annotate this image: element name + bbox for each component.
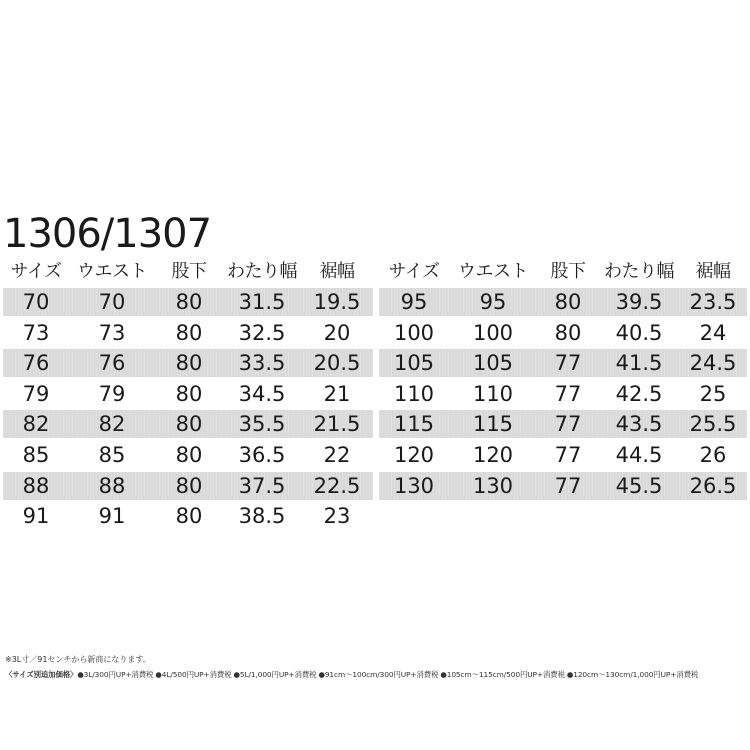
cell-size: 100: [393, 320, 435, 345]
header-inseam: 股下: [550, 261, 586, 282]
cell-inseam: 77: [554, 381, 582, 406]
header-inseam: 股下: [171, 261, 207, 282]
cell-size: 82: [22, 412, 50, 437]
cell-hem-width: 23.5: [689, 290, 737, 314]
table-header-row: [379, 258, 747, 286]
table-row: [3, 380, 373, 408]
cell-thigh-width: 37.5: [238, 473, 286, 498]
cell-hem-width: 22: [323, 442, 351, 467]
cell-inseam: 80: [175, 351, 203, 376]
cell-waist: 110: [472, 381, 514, 406]
cell-thigh-width: 38.5: [238, 504, 286, 529]
cell-size: 115: [393, 412, 435, 437]
cell-size: 73: [22, 320, 50, 345]
header-size: サイズ: [10, 261, 62, 282]
cell-hem-width: 21: [323, 381, 351, 406]
cell-hem-width: 26: [699, 442, 727, 467]
cell-waist: 105: [472, 351, 514, 376]
cell-waist: 76: [98, 351, 126, 376]
cell-thigh-width: 34.5: [238, 381, 286, 406]
pricing-item: ●91cm〜100cm/300円UP+消費税: [318, 670, 439, 679]
cell-inseam: 80: [175, 504, 203, 529]
table-row: [379, 472, 747, 500]
cell-size: 130: [393, 473, 435, 498]
table-row: [379, 349, 747, 377]
cell-size: 110: [393, 381, 435, 406]
cell-inseam: 77: [554, 442, 582, 467]
cell-thigh-width: 42.5: [615, 381, 663, 406]
cell-hem-width: 22.5: [313, 473, 361, 498]
cell-inseam: 77: [554, 412, 582, 437]
cell-size: 76: [22, 351, 50, 376]
size-pricing-line: [5, 669, 700, 681]
cell-hem-width: 24.5: [689, 351, 737, 376]
cell-inseam: 80: [175, 290, 203, 314]
cell-thigh-width: 45.5: [615, 473, 663, 498]
cell-thigh-width: 36.5: [238, 442, 286, 467]
cell-thigh-width: 31.5: [238, 290, 286, 314]
cell-size: 91: [22, 504, 50, 529]
cell-waist: 73: [98, 320, 126, 345]
cell-inseam: 80: [175, 320, 203, 345]
header-thigh-width: わたり幅: [227, 261, 297, 282]
pricing-item: ●105cm〜115cm/500円UP+消費税: [440, 670, 565, 679]
pricing-item: ●120cm〜130cm/1,000円UP+消費税: [566, 670, 699, 679]
table-row: [379, 441, 747, 469]
cell-hem-width: 21.5: [313, 412, 361, 437]
cell-waist: 82: [98, 412, 126, 437]
cell-waist: 79: [98, 381, 126, 406]
cell-hem-width: 23: [323, 504, 351, 529]
cell-inseam: 77: [554, 473, 582, 498]
size-table-right: [379, 258, 747, 502]
table-row: [3, 502, 373, 530]
cell-hem-width: 24: [699, 320, 727, 345]
cell-hem-width: 25: [699, 381, 727, 406]
table-row: [379, 288, 747, 316]
header-hem-width: 裾幅: [319, 261, 355, 282]
cell-size: 70: [22, 290, 50, 314]
cell-waist: 120: [472, 442, 514, 467]
table-row: [3, 349, 373, 377]
table-row: [3, 319, 373, 347]
table-row: [3, 441, 373, 469]
cell-waist: 91: [98, 504, 126, 529]
header-size: サイズ: [388, 261, 440, 282]
cell-hem-width: 25.5: [689, 412, 737, 437]
cell-inseam: 77: [554, 351, 582, 376]
cell-size: 105: [393, 351, 435, 376]
cell-waist: 85: [98, 442, 126, 467]
pricing-item: ●4L/500円UP+消費税: [155, 670, 232, 679]
cell-size: 85: [22, 442, 50, 467]
cell-size: 120: [393, 442, 435, 467]
cell-inseam: 80: [554, 320, 582, 345]
cell-inseam: 80: [175, 442, 203, 467]
cell-hem-width: 20.5: [313, 351, 361, 376]
table-header-row: [3, 258, 373, 286]
table-row: [379, 319, 747, 347]
pricing-label: 〈サイズ別追加価格〉: [5, 670, 78, 679]
size-table-left: [3, 258, 373, 533]
table-row: [379, 380, 747, 408]
cell-hem-width: 26.5: [689, 473, 737, 498]
cell-thigh-width: 35.5: [238, 412, 286, 437]
table-row: [379, 410, 747, 438]
header-thigh-width: わたり幅: [604, 261, 674, 282]
cell-size: 95: [400, 290, 428, 314]
cell-waist: 100: [472, 320, 514, 345]
table-row: [3, 472, 373, 500]
cell-inseam: 80: [175, 473, 203, 498]
cell-thigh-width: 39.5: [615, 290, 663, 314]
cell-thigh-width: 41.5: [615, 351, 663, 376]
cell-waist: 95: [479, 290, 507, 314]
size-note: ※3L寸／91センチから新商になります。: [5, 655, 151, 664]
cell-size: 79: [22, 381, 50, 406]
table-row: [3, 288, 373, 316]
cell-inseam: 80: [554, 290, 582, 314]
cell-waist: 88: [98, 473, 126, 498]
pricing-item: ●5L/1,000円UP+消費税: [233, 670, 317, 679]
cell-thigh-width: 44.5: [615, 442, 663, 467]
header-waist: ウエスト: [77, 261, 147, 282]
cell-hem-width: 19.5: [313, 290, 361, 314]
cell-thigh-width: 33.5: [238, 351, 286, 376]
table-row: [3, 410, 373, 438]
cell-inseam: 80: [175, 381, 203, 406]
cell-hem-width: 20: [323, 320, 351, 345]
cell-waist: 70: [98, 290, 126, 314]
pricing-item: ●3L/300円UP+消費税: [77, 670, 154, 679]
header-hem-width: 裾幅: [695, 261, 731, 282]
cell-thigh-width: 40.5: [615, 320, 663, 345]
cell-thigh-width: 32.5: [238, 320, 286, 345]
cell-waist: 115: [472, 412, 514, 437]
cell-size: 88: [22, 473, 50, 498]
product-number-title: 1306/1307: [3, 211, 212, 257]
header-waist: ウエスト: [458, 261, 528, 282]
cell-inseam: 80: [175, 412, 203, 437]
cell-waist: 130: [472, 473, 514, 498]
cell-thigh-width: 43.5: [615, 412, 663, 437]
